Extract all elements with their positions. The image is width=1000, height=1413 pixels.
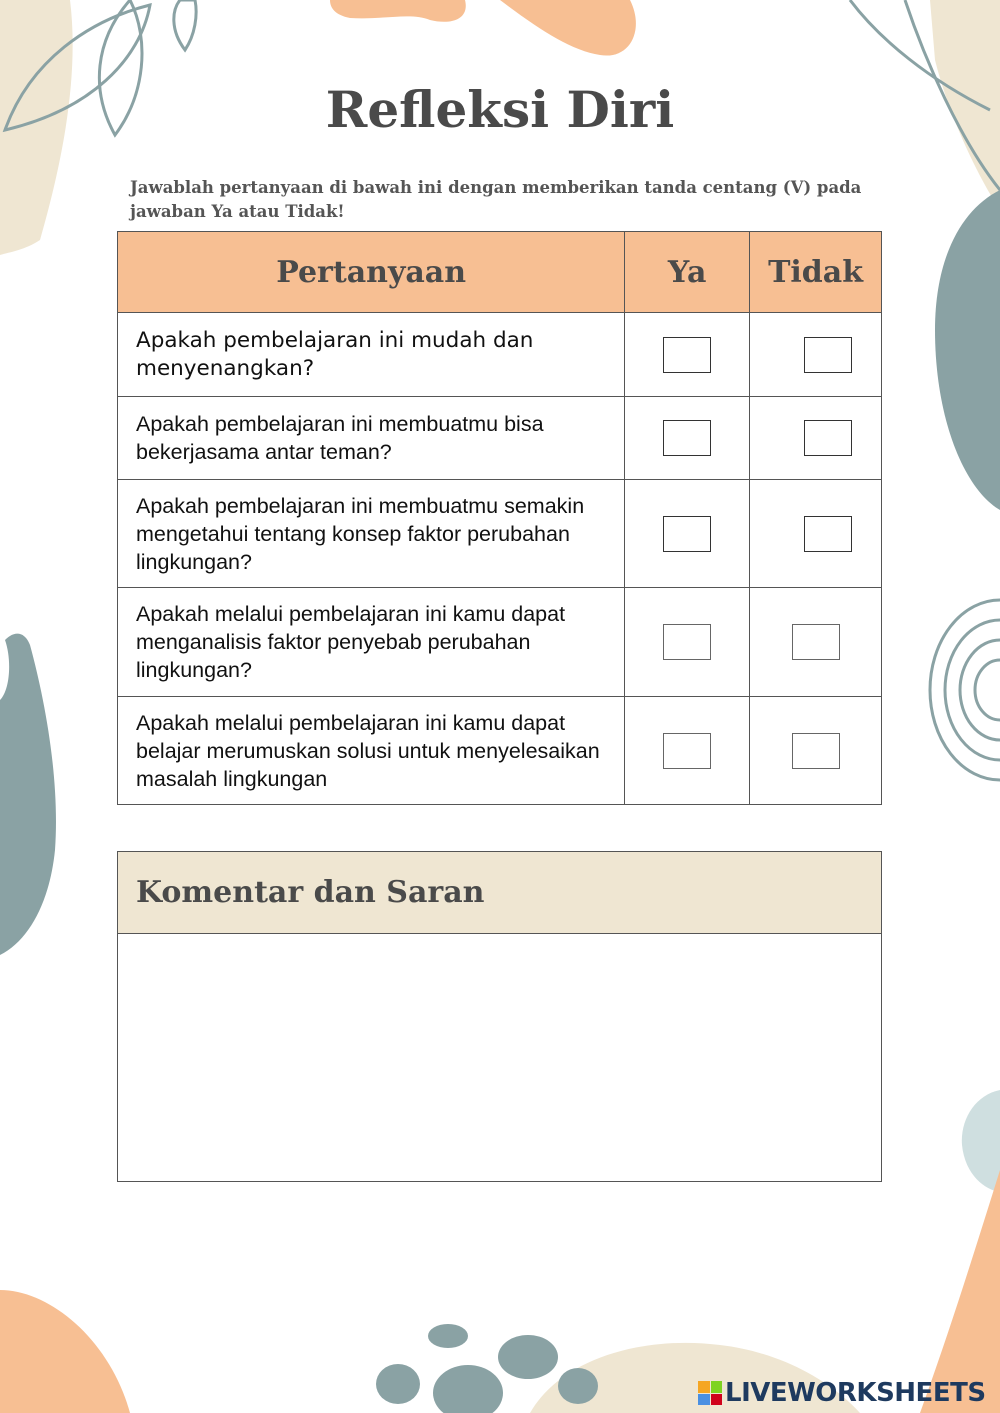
question-text: Apakah pembelajaran ini membuatmu semakin mengetahui tentang konsep faktor perubahan lingkungan? xyxy=(118,480,625,588)
no-cell xyxy=(750,697,882,805)
pebble-3 xyxy=(433,1365,503,1413)
peach-blob-bottom-left xyxy=(0,1290,130,1413)
table-header-row xyxy=(118,232,882,313)
peach-blob-top xyxy=(330,0,466,22)
pebble-2 xyxy=(376,1364,420,1404)
pebble-5 xyxy=(558,1368,598,1404)
comment-input[interactable] xyxy=(118,934,881,1181)
reflection-table xyxy=(117,231,882,805)
slate-blob-right xyxy=(935,190,1000,510)
page-title: Refleksi Diri xyxy=(325,80,675,139)
arc-right-3 xyxy=(960,640,1000,740)
peach-triangle-right xyxy=(920,1170,1000,1413)
header-yes: Ya xyxy=(625,232,750,313)
brand-name: LIVEWORKSHEETS xyxy=(725,1378,986,1408)
no-checkbox[interactable] xyxy=(804,420,852,456)
arc-right-4 xyxy=(975,660,1000,720)
instruction-text: Jawablah pertanyaan di bawah ini dengan memberikan tanda centang (V) pada jawaban Ya atau Tidak! xyxy=(130,178,862,221)
peach-blob-top-2 xyxy=(500,0,636,56)
question-text: Apakah pembelajaran ini membuatmu bisa bekerjasama antar teman? xyxy=(118,397,625,480)
yes-checkbox[interactable] xyxy=(663,624,711,660)
yes-checkbox[interactable] xyxy=(663,516,711,552)
table-row xyxy=(118,588,882,697)
yes-checkbox[interactable] xyxy=(663,733,711,769)
liveworksheets-logo-icon xyxy=(698,1381,722,1405)
question-text: Apakah melalui pembelajaran ini kamu dapat menganalisis faktor penyebab perubahan lingkungan? xyxy=(118,588,625,697)
arc-right-1 xyxy=(930,600,1000,780)
no-checkbox[interactable] xyxy=(804,516,852,552)
comment-box xyxy=(117,851,882,1182)
header-no: Tidak xyxy=(750,232,882,313)
question-text: Apakah pembelajaran ini mudah dan menyenangkan? xyxy=(118,313,625,397)
teal-circle-right xyxy=(962,1090,1000,1192)
no-cell xyxy=(750,480,882,588)
yes-cell xyxy=(625,480,750,588)
table-row xyxy=(118,480,882,588)
question-text: Apakah melalui pembelajaran ini kamu dapat belajar merumuskan solusi untuk menyelesaikan masalah lingkungan xyxy=(118,697,625,805)
table-row xyxy=(118,697,882,805)
pebble-1 xyxy=(428,1324,468,1348)
no-cell xyxy=(750,588,882,697)
table-row xyxy=(118,397,882,480)
table-row xyxy=(118,313,882,397)
no-cell xyxy=(750,397,882,480)
header-question: Pertanyaan xyxy=(118,232,625,313)
yes-cell xyxy=(625,697,750,805)
liveworksheets-brand[interactable] xyxy=(698,1378,986,1408)
comment-heading: Komentar dan Saran xyxy=(118,852,881,934)
yes-cell xyxy=(625,313,750,397)
slate-leaf-left xyxy=(0,634,56,955)
yes-checkbox[interactable] xyxy=(663,337,711,373)
leaf-outline-3 xyxy=(174,0,196,50)
no-cell xyxy=(750,313,882,397)
pebble-4 xyxy=(498,1335,558,1379)
no-checkbox[interactable] xyxy=(792,624,840,660)
no-checkbox[interactable] xyxy=(792,733,840,769)
yes-checkbox[interactable] xyxy=(663,420,711,456)
yes-cell xyxy=(625,588,750,697)
yes-cell xyxy=(625,397,750,480)
no-checkbox[interactable] xyxy=(804,337,852,373)
